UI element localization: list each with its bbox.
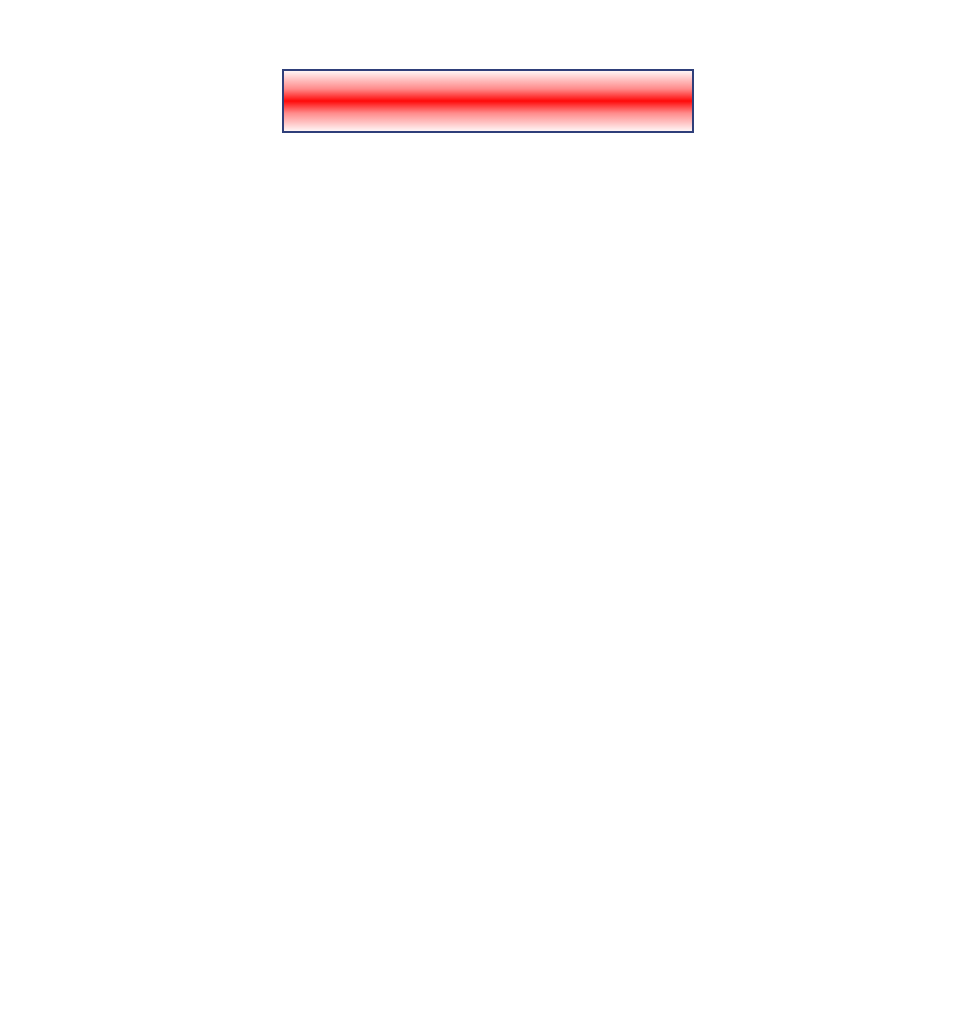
section-banner [282, 69, 694, 133]
